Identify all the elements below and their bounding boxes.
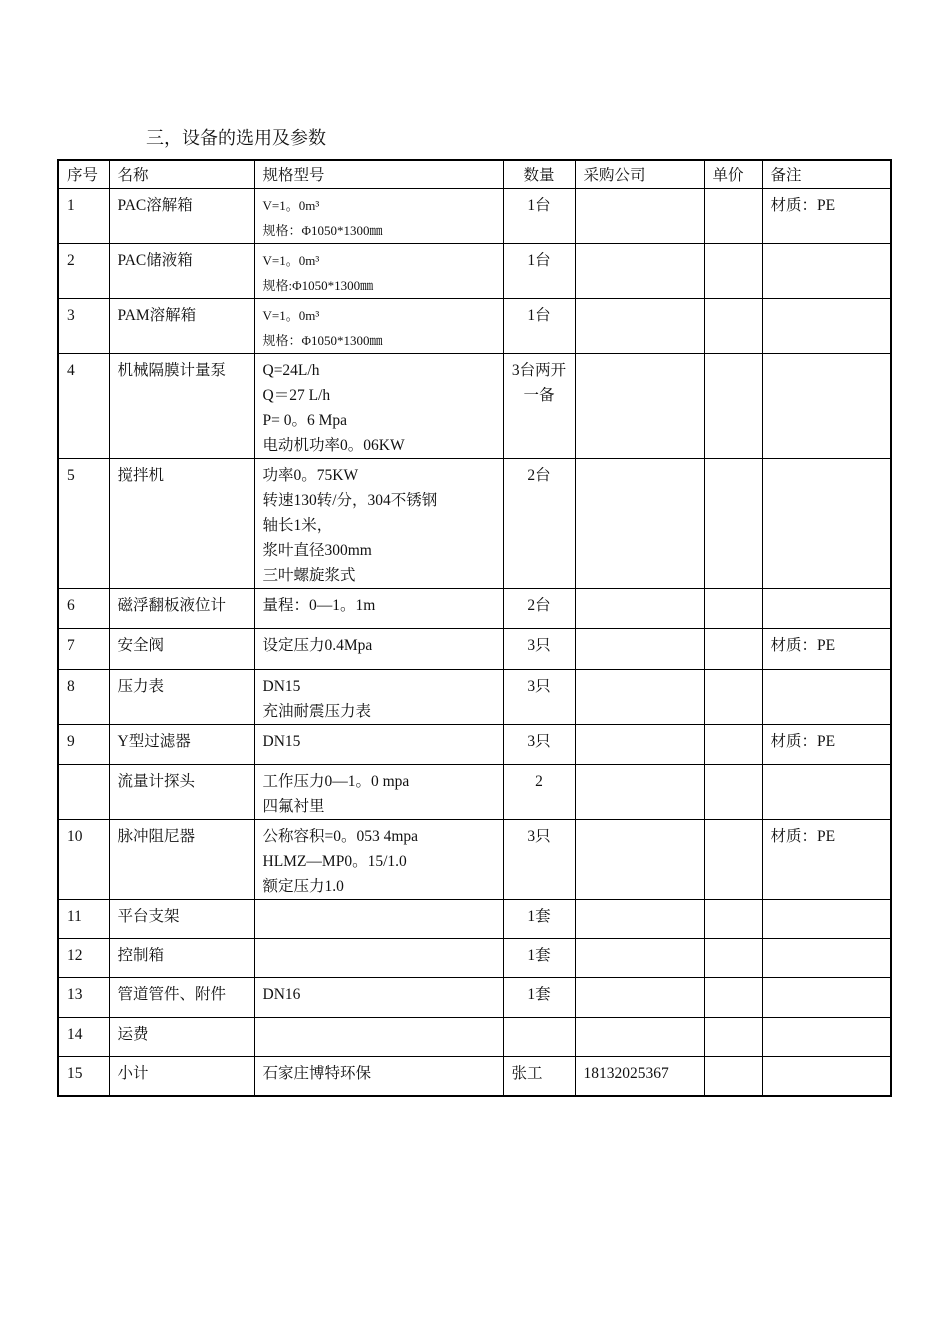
item-name: 控制箱	[109, 939, 254, 978]
table-row	[58, 670, 891, 725]
item-note	[762, 670, 891, 725]
item-spec	[254, 820, 503, 900]
item-name: 磁浮翻板液位计	[109, 589, 254, 629]
item-price	[704, 1057, 762, 1096]
header-cell: 数量	[503, 160, 575, 189]
item-spec	[254, 1018, 503, 1057]
item-company	[575, 244, 704, 299]
item-name: 安全阀	[109, 629, 254, 670]
item-company	[575, 670, 704, 725]
spec-line: 设定压力0.4Mpa	[262, 637, 373, 654]
item-name: 搅拌机	[109, 459, 254, 589]
spec-line: DN15	[262, 733, 301, 750]
item-price	[704, 354, 762, 459]
item-note: 材质：PE	[762, 820, 891, 900]
row-number: 6	[58, 589, 109, 629]
item-quantity: 3只	[503, 725, 575, 765]
item-quantity	[503, 1018, 575, 1057]
spec-line: 功率0。75KW	[262, 467, 359, 484]
item-company	[575, 900, 704, 939]
item-note	[762, 244, 891, 299]
header-cell: 序号	[58, 160, 109, 189]
spec-line: 规格:Φ1050*1300㎜	[262, 278, 374, 293]
item-company: 18132025367	[575, 1057, 704, 1096]
table-row	[58, 189, 891, 244]
item-note	[762, 765, 891, 820]
header-cell: 单价	[704, 160, 762, 189]
table-row	[58, 900, 891, 939]
item-company	[575, 589, 704, 629]
item-spec	[254, 589, 503, 629]
spec-line: Q=24L/h	[262, 362, 320, 379]
item-quantity: 3只	[503, 820, 575, 900]
item-company	[575, 459, 704, 589]
item-name: PAC储液箱	[109, 244, 254, 299]
item-company	[575, 820, 704, 900]
item-quantity: 1台	[503, 189, 575, 244]
table-row	[58, 978, 891, 1018]
spec-line: 规格：Φ1050*1300㎜	[262, 223, 383, 238]
row-number: 14	[58, 1018, 109, 1057]
spec-line: 石家庄博特环保	[262, 1065, 372, 1082]
item-note	[762, 354, 891, 459]
item-spec	[254, 765, 503, 820]
item-quantity: 2	[503, 765, 575, 820]
item-name: 压力表	[109, 670, 254, 725]
item-quantity: 1台	[503, 299, 575, 354]
table-row	[58, 820, 891, 900]
table-row	[58, 459, 891, 589]
item-spec	[254, 459, 503, 589]
spec-line: 轴长1米，	[262, 517, 333, 534]
item-quantity: 1套	[503, 939, 575, 978]
item-price	[704, 725, 762, 765]
row-number: 12	[58, 939, 109, 978]
item-company	[575, 1018, 704, 1057]
row-number	[58, 765, 109, 820]
item-name: Y型过滤器	[109, 725, 254, 765]
item-note	[762, 939, 891, 978]
item-quantity: 1台	[503, 244, 575, 299]
spec-line: 量程：0—1。1m	[262, 597, 376, 614]
spec-line: DN15	[262, 678, 301, 695]
item-company	[575, 299, 704, 354]
item-price	[704, 629, 762, 670]
item-quantity: 2台	[503, 589, 575, 629]
row-number: 7	[58, 629, 109, 670]
spec-line: V=1。0m³	[262, 308, 320, 323]
item-company	[575, 725, 704, 765]
header-cell: 规格型号	[254, 160, 503, 189]
item-company	[575, 939, 704, 978]
table-row	[58, 765, 891, 820]
table-row	[58, 354, 891, 459]
item-company	[575, 354, 704, 459]
row-number: 9	[58, 725, 109, 765]
item-price	[704, 900, 762, 939]
spec-line: 规格：Φ1050*1300㎜	[262, 333, 383, 348]
table-row	[58, 629, 891, 670]
item-price	[704, 820, 762, 900]
table-row	[58, 244, 891, 299]
item-spec	[254, 725, 503, 765]
header-cell: 名称	[109, 160, 254, 189]
item-name: 小计	[109, 1057, 254, 1096]
item-name: 运费	[109, 1018, 254, 1057]
item-note	[762, 1018, 891, 1057]
spec-line: DN16	[262, 986, 301, 1003]
row-number: 13	[58, 978, 109, 1018]
item-note: 材质：PE	[762, 725, 891, 765]
item-note	[762, 459, 891, 589]
item-price	[704, 670, 762, 725]
item-note	[762, 299, 891, 354]
item-name: 平台支架	[109, 900, 254, 939]
spec-line: 四氟衬里	[262, 798, 325, 815]
item-price	[704, 1018, 762, 1057]
spec-line: 三叶螺旋浆式	[262, 567, 356, 584]
table-row	[58, 589, 891, 629]
item-note	[762, 978, 891, 1018]
spec-line: 浆叶直径300mm	[262, 542, 372, 559]
item-price	[704, 459, 762, 589]
spec-line: Q＝27 L/h	[262, 387, 331, 404]
spec-line: V=1。0m³	[262, 253, 320, 268]
item-spec	[254, 1057, 503, 1096]
item-note	[762, 589, 891, 629]
item-price	[704, 765, 762, 820]
item-note	[762, 1057, 891, 1096]
item-spec	[254, 978, 503, 1018]
item-spec	[254, 900, 503, 939]
item-name: PAC溶解箱	[109, 189, 254, 244]
table-row	[58, 299, 891, 354]
table-row	[58, 1018, 891, 1057]
row-number: 10	[58, 820, 109, 900]
row-number: 1	[58, 189, 109, 244]
item-quantity: 3只	[503, 629, 575, 670]
spec-line: 转速130转/分，304不锈钢	[262, 492, 438, 509]
section-title: 三，设备的选用及参数	[146, 128, 326, 148]
item-price	[704, 978, 762, 1018]
item-price	[704, 189, 762, 244]
item-quantity: 张工	[503, 1057, 575, 1096]
item-quantity: 3台两开一备	[503, 354, 575, 459]
item-spec	[254, 629, 503, 670]
row-number: 8	[58, 670, 109, 725]
item-name: 流量计探头	[109, 765, 254, 820]
table-header-row	[58, 160, 891, 189]
item-price	[704, 589, 762, 629]
item-name: 脉冲阻尼器	[109, 820, 254, 900]
row-number: 2	[58, 244, 109, 299]
item-name: PAM溶解箱	[109, 299, 254, 354]
header-cell: 采购公司	[575, 160, 704, 189]
spec-line: P= 0。6 Mpa	[262, 412, 348, 429]
spec-line: 额定压力1.0	[262, 878, 344, 895]
row-number: 4	[58, 354, 109, 459]
item-spec	[254, 670, 503, 725]
spec-line: HLMZ—MP0。15/1.0	[262, 853, 407, 870]
spec-line: 公称容积=0。053 4mpa	[262, 828, 419, 845]
item-price	[704, 299, 762, 354]
item-price	[704, 939, 762, 978]
row-number: 11	[58, 900, 109, 939]
item-quantity: 1套	[503, 978, 575, 1018]
item-spec	[254, 244, 503, 299]
item-quantity: 3只	[503, 670, 575, 725]
item-name: 管道管件、附件	[109, 978, 254, 1018]
item-note: 材质：PE	[762, 189, 891, 244]
row-number: 5	[58, 459, 109, 589]
spec-line: 充油耐震压力表	[262, 703, 372, 720]
item-quantity: 2台	[503, 459, 575, 589]
item-company	[575, 189, 704, 244]
item-company	[575, 629, 704, 670]
row-number: 3	[58, 299, 109, 354]
item-note: 材质：PE	[762, 629, 891, 670]
item-name: 机械隔膜计量泵	[109, 354, 254, 459]
header-cell: 备注	[762, 160, 891, 189]
item-spec	[254, 299, 503, 354]
table-row	[58, 725, 891, 765]
item-spec	[254, 939, 503, 978]
spec-line: V=1。0m³	[262, 198, 320, 213]
equipment-table	[57, 159, 892, 1097]
row-number: 15	[58, 1057, 109, 1096]
item-note	[762, 900, 891, 939]
item-company	[575, 978, 704, 1018]
item-company	[575, 765, 704, 820]
item-price	[704, 244, 762, 299]
item-spec	[254, 189, 503, 244]
spec-line: 电动机功率0。06KW	[262, 437, 405, 454]
table-row	[58, 939, 891, 978]
table-row	[58, 1057, 891, 1096]
item-spec	[254, 354, 503, 459]
spec-line: 工作压力0—1。0 mpa	[262, 773, 410, 790]
item-quantity: 1套	[503, 900, 575, 939]
